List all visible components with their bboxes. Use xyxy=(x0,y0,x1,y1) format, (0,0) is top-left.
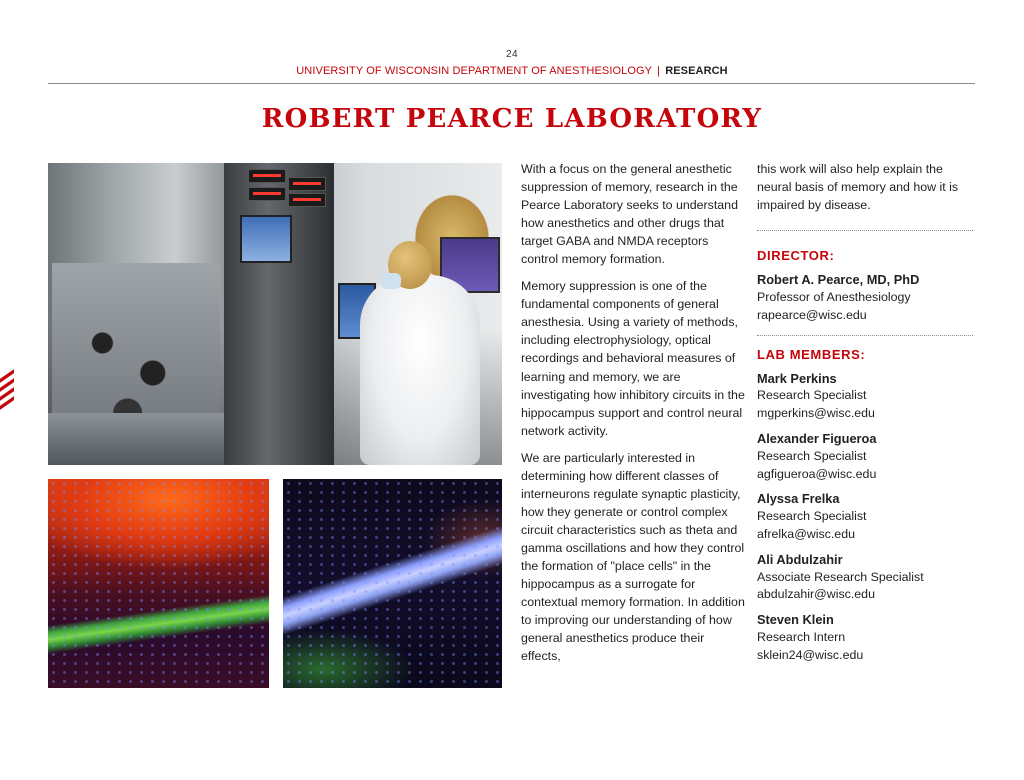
member-role: Research Intern xyxy=(757,629,846,644)
header-rule xyxy=(48,83,975,84)
page-number: 24 xyxy=(505,49,519,60)
side-stripes-icon xyxy=(0,370,16,412)
lab-member xyxy=(757,551,977,604)
director-entry xyxy=(757,271,977,324)
researcher xyxy=(360,275,480,465)
member-role: Research Specialist xyxy=(757,509,867,524)
divider xyxy=(757,230,973,231)
body-text-column xyxy=(521,160,745,674)
member-role: Research Specialist xyxy=(757,448,867,463)
body-paragraph: We are particularly interested in determining how different classes of interneurons regulate synaptic plasticity, how they generate or control complex circuit characteristics such as theta and gamma oscillations and how they control the formation of "place cells" in the hippocampus as a surrogate for contextual memory formation. In addition to improving our understanding of how general anesthetics produce their effects, xyxy=(521,450,745,664)
lab-photo xyxy=(48,163,502,465)
director-name: Robert A. Pearce, MD, PhD xyxy=(757,272,920,288)
member-email[interactable]: sklein24@wisc.edu xyxy=(757,647,864,662)
computer-monitor xyxy=(240,215,292,263)
member-name: Ali Abdulzahir xyxy=(757,551,843,567)
department-name: UNIVERSITY OF WISCONSIN DEPARTMENT OF ANESTHESIOLOGY xyxy=(296,65,652,77)
member-email[interactable]: agfigueroa@wisc.edu xyxy=(757,466,877,481)
director-email[interactable]: rapearce@wisc.edu xyxy=(757,307,867,322)
director-role: Professor of Anesthesiology xyxy=(757,289,911,304)
member-email[interactable]: mgperkins@wisc.edu xyxy=(757,406,875,421)
member-name: Alyssa Frelka xyxy=(757,491,840,507)
running-header xyxy=(0,65,1024,77)
body-continuation: this work will also help explain the neural basis of memory and how it is impaired by disease. xyxy=(757,162,959,213)
lab-members-heading: LAB MEMBERS: xyxy=(757,346,866,362)
divider xyxy=(757,335,973,336)
page-title: ROBERT PEARCE LABORATORY xyxy=(261,104,763,134)
lab-member xyxy=(757,490,977,543)
member-role: Associate Research Specialist xyxy=(757,569,924,584)
member-name: Mark Perkins xyxy=(757,370,837,386)
director-heading: DIRECTOR: xyxy=(757,248,835,264)
lab-member xyxy=(757,430,977,483)
equipment-rack xyxy=(224,163,334,465)
sidebar-column xyxy=(757,160,977,671)
member-email[interactable]: afrelka@wisc.edu xyxy=(757,526,855,541)
member-email[interactable]: abdulzahir@wisc.edu xyxy=(757,587,875,602)
researcher-mask xyxy=(381,273,401,289)
hippocampus-fluorescence-image-left xyxy=(48,479,269,688)
hippocampus-fluorescence-image-right xyxy=(283,479,502,688)
header-separator: | xyxy=(657,65,661,77)
lab-member xyxy=(757,370,977,423)
section-name: RESEARCH xyxy=(665,65,728,77)
lab-member xyxy=(757,611,977,664)
body-paragraph: Memory suppression is one of the fundamental components of general anesthesia. Using a variety of methods, including electrophysiology, optical recordings and behavioral measures of learning and memory, we are investigating how inhibitory circuits in the hippocampus support and control neural network activity. xyxy=(521,279,745,438)
member-name: Alexander Figueroa xyxy=(757,430,877,446)
member-name: Steven Klein xyxy=(757,612,834,628)
member-role: Research Specialist xyxy=(757,388,867,403)
body-paragraph: With a focus on the general anesthetic suppression of memory, research in the Pearce Laboratory seeks to understand how anesthetics and other drugs that target GABA and NMDA receptors control memory formation. xyxy=(521,162,738,267)
